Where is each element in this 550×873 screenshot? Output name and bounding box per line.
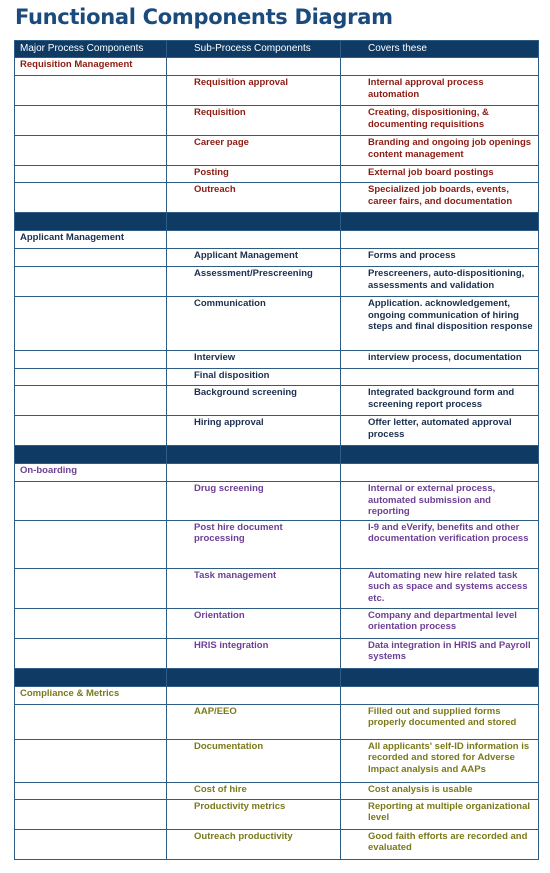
sub-process-cell: Applicant Management — [167, 249, 341, 267]
covers-cell: Prescreeners, auto-dispositioning, assessments and validation — [341, 267, 539, 297]
covers-cell: External job board postings — [341, 166, 539, 183]
covers-cell: Company and departmental level orientation process — [341, 608, 539, 638]
sub-process-cell: Post hire document processing — [167, 520, 341, 568]
covers-cell: Application. acknowledgement, ongoing communication of hiring steps and final disposition response — [341, 297, 539, 351]
section-row — [15, 686, 539, 704]
sub-process-cell: Posting — [167, 166, 341, 183]
covers-cell: I-9 and eVerify, benefits and other documentation verification process — [341, 520, 539, 568]
covers-cell: Reporting at multiple organizational level — [341, 799, 539, 829]
covers-cell: Offer letter, automated approval process — [341, 416, 539, 446]
section-empty-cell — [341, 58, 539, 76]
major-cell — [15, 829, 167, 859]
covers-cell: Good faith efforts are recorded and evaluated — [341, 829, 539, 859]
major-cell — [15, 482, 167, 521]
section-separator — [15, 668, 539, 686]
major-cell — [15, 249, 167, 267]
major-cell — [15, 782, 167, 799]
table-row — [15, 638, 539, 668]
section-empty-cell — [341, 686, 539, 704]
table-row — [15, 416, 539, 446]
table-row — [15, 482, 539, 521]
section-name: Applicant Management — [15, 231, 167, 249]
table-row — [15, 267, 539, 297]
section-row — [15, 231, 539, 249]
sub-process-cell: Hiring approval — [167, 416, 341, 446]
major-cell — [15, 568, 167, 608]
table-row — [15, 829, 539, 859]
major-cell — [15, 416, 167, 446]
table-row — [15, 704, 539, 739]
section-name: Compliance & Metrics — [15, 686, 167, 704]
major-cell — [15, 608, 167, 638]
covers-cell: Specialized job boards, events, career fairs, and documentation — [341, 183, 539, 213]
separator-cell — [167, 446, 341, 464]
major-cell — [15, 183, 167, 213]
major-cell — [15, 106, 167, 136]
section-empty-cell — [167, 231, 341, 249]
table-row — [15, 782, 539, 799]
covers-cell: Internal or external process, automated submission and reporting — [341, 482, 539, 521]
section-row — [15, 464, 539, 482]
section-name: On-boarding — [15, 464, 167, 482]
sub-process-cell: Assessment/Prescreening — [167, 267, 341, 297]
table-row — [15, 799, 539, 829]
table-row — [15, 386, 539, 416]
covers-cell: Automating new hire related task such as space and systems access etc. — [341, 568, 539, 608]
covers-cell: Cost analysis is usable — [341, 782, 539, 799]
covers-cell — [341, 369, 539, 386]
sub-process-cell: Background screening — [167, 386, 341, 416]
major-cell — [15, 136, 167, 166]
separator-cell — [341, 213, 539, 231]
table-row — [15, 520, 539, 568]
page-title: Functional Components Diagram — [15, 5, 393, 29]
covers-cell: Data integration in HRIS and Payroll systems — [341, 638, 539, 668]
sub-process-cell: Outreach productivity — [167, 829, 341, 859]
section-separator — [15, 446, 539, 464]
header-sub-process: Sub-Process Components — [167, 41, 341, 58]
sub-process-cell: Interview — [167, 351, 341, 369]
major-cell — [15, 704, 167, 739]
covers-cell: Forms and process — [341, 249, 539, 267]
table-row — [15, 739, 539, 782]
covers-cell: Branding and ongoing job openings content management — [341, 136, 539, 166]
sub-process-cell: Productivity metrics — [167, 799, 341, 829]
separator-cell — [341, 668, 539, 686]
table-row — [15, 136, 539, 166]
components-table — [14, 40, 539, 860]
covers-cell: Integrated background form and screening report process — [341, 386, 539, 416]
separator-cell — [15, 446, 167, 464]
major-cell — [15, 386, 167, 416]
table-row — [15, 351, 539, 369]
table-row — [15, 369, 539, 386]
table-header-row — [15, 41, 539, 58]
section-name: Requisition Management — [15, 58, 167, 76]
section-separator — [15, 213, 539, 231]
table-body — [15, 41, 539, 860]
table-row — [15, 568, 539, 608]
separator-cell — [15, 668, 167, 686]
section-empty-cell — [341, 464, 539, 482]
major-cell — [15, 297, 167, 351]
sub-process-cell: Final disposition — [167, 369, 341, 386]
major-cell — [15, 520, 167, 568]
sub-process-cell: Requisition — [167, 106, 341, 136]
major-cell — [15, 799, 167, 829]
separator-cell — [15, 213, 167, 231]
table-row — [15, 76, 539, 106]
covers-cell: All applicants' self-ID information is recorded and stored for Adverse Impact analysis and AAPs — [341, 739, 539, 782]
sub-process-cell: Task management — [167, 568, 341, 608]
table-row — [15, 183, 539, 213]
table-row — [15, 166, 539, 183]
sub-process-cell: Documentation — [167, 739, 341, 782]
sub-process-cell: HRIS integration — [167, 638, 341, 668]
covers-cell: interview process, documentation — [341, 351, 539, 369]
table-row — [15, 106, 539, 136]
header-covers: Covers these — [341, 41, 539, 58]
header-major-process: Major Process Components — [15, 41, 167, 58]
sub-process-cell: Cost of hire — [167, 782, 341, 799]
major-cell — [15, 369, 167, 386]
table-row — [15, 249, 539, 267]
sub-process-cell: Career page — [167, 136, 341, 166]
table-row — [15, 297, 539, 351]
major-cell — [15, 267, 167, 297]
section-empty-cell — [167, 686, 341, 704]
sub-process-cell: Orientation — [167, 608, 341, 638]
major-cell — [15, 739, 167, 782]
sub-process-cell: Outreach — [167, 183, 341, 213]
section-empty-cell — [167, 464, 341, 482]
sub-process-cell: AAP/EEO — [167, 704, 341, 739]
section-empty-cell — [341, 231, 539, 249]
separator-cell — [341, 446, 539, 464]
major-cell — [15, 638, 167, 668]
sub-process-cell: Communication — [167, 297, 341, 351]
section-empty-cell — [167, 58, 341, 76]
sub-process-cell: Drug screening — [167, 482, 341, 521]
separator-cell — [167, 213, 341, 231]
section-row — [15, 58, 539, 76]
major-cell — [15, 166, 167, 183]
covers-cell: Filled out and supplied forms properly documented and stored — [341, 704, 539, 739]
covers-cell: Internal approval process automation — [341, 76, 539, 106]
separator-cell — [167, 668, 341, 686]
major-cell — [15, 351, 167, 369]
table-row — [15, 608, 539, 638]
covers-cell: Creating, dispositioning, & documenting requisitions — [341, 106, 539, 136]
sub-process-cell: Requisition approval — [167, 76, 341, 106]
major-cell — [15, 76, 167, 106]
